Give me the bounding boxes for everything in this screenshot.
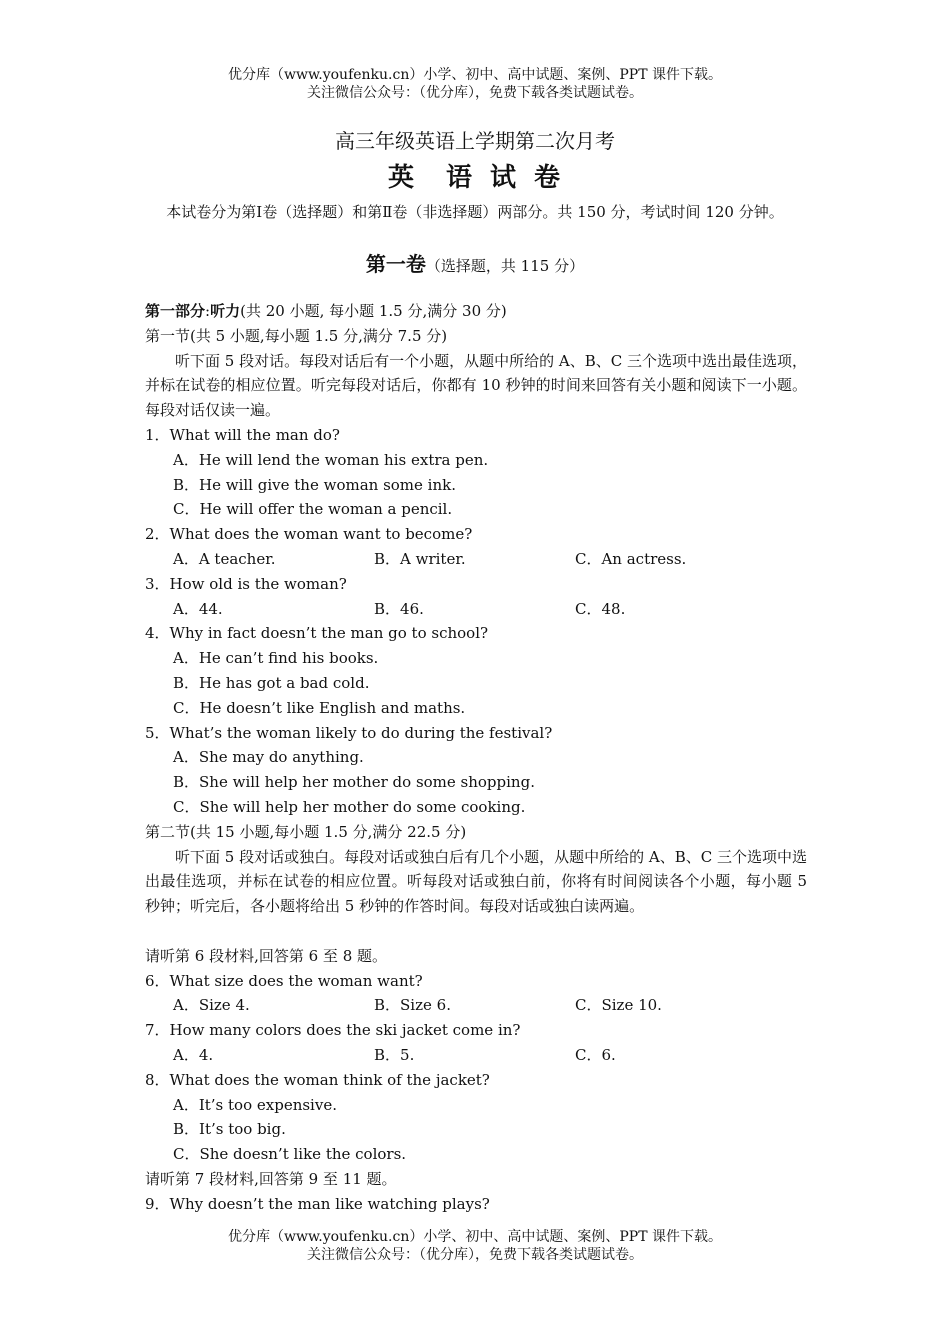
question-1: 1．What will the man do? <box>145 425 340 444</box>
q2-option-c: C．An actress. <box>575 549 687 568</box>
subject-char: 卷 <box>534 163 563 193</box>
subject-char: 试 <box>490 163 519 193</box>
q3-option-b: B．46. <box>374 599 424 618</box>
q2-option-b: B．A writer. <box>374 549 466 568</box>
footer-line-1: 优分库（www.youfenku.cn）小学、初中、高中试题、案例、PPT 课件下载。 <box>227 1229 722 1245</box>
question-4: 4．Why in fact doesn’t the man go to school? <box>145 624 489 643</box>
q1-option-b: B．He will give the woman some ink. <box>173 475 456 494</box>
q3-option-a: A．44. <box>173 599 223 618</box>
question-5: 5．What’s the woman likely to do during the festival? <box>145 723 553 742</box>
part1-name: 听力 <box>210 302 241 320</box>
section2-heading: 第二节(共 15 小题,每小题 1.5 分,满分 22.5 分) <box>145 822 467 841</box>
material-7-note: 请听第 7 段材料,回答第 9 至 11 题。 <box>145 1169 397 1188</box>
header-line-1: 优分库（www.youfenku.cn）小学、初中、高中试题、案例、PPT 课件下载。 <box>227 67 722 83</box>
q8-option-c: C．She doesn’t like the colors. <box>173 1145 407 1164</box>
q7-options <box>145 1043 807 1068</box>
volume-heading <box>0 248 950 277</box>
volume-note: （选择题，共 115 分） <box>425 257 585 275</box>
question-3: 3．How old is the woman? <box>145 574 347 593</box>
q5-option-a: A．She may do anything. <box>173 748 364 767</box>
material-6-note: 请听第 6 段材料,回答第 6 至 8 题。 <box>145 946 388 965</box>
subject-char: 英 <box>387 163 416 193</box>
page-header <box>0 66 950 102</box>
exam-intro: 本试卷分为第Ⅰ卷（选择题）和第Ⅱ卷（非选择题）两部分。共 150 分，考试时间 120 分钟。 <box>166 203 784 221</box>
q2-options <box>145 547 807 572</box>
q4-option-b: B．He has got a bad cold. <box>173 673 370 692</box>
exam-body <box>145 299 807 1216</box>
q8-option-b: B．It’s too big. <box>173 1120 286 1139</box>
q2-option-a: A．A teacher. <box>173 549 276 568</box>
section1-heading: 第一节(共 5 小题,每小题 1.5 分,满分 7.5 分) <box>145 326 448 345</box>
q6-options <box>145 993 807 1018</box>
question-8: 8．What does the woman think of the jacket? <box>145 1070 490 1089</box>
q7-option-c: C．6. <box>575 1045 616 1064</box>
subject-char: 语 <box>445 163 474 193</box>
section2-instructions: 听下面 5 段对话或独白。每段对话或独白后有几个小题，从题中所给的 A、B、C 三个选项中选出最佳选项，并标在试卷的相应位置。听每段对话或独白前，你将有时间阅读各个小题，每小题 5 秒钟；听完后，各小题将给出 5 秒钟的作答时间。每段对话或独白读两遍。 <box>145 847 807 916</box>
q4-option-a: A．He can’t find his books. <box>173 649 379 668</box>
q7-option-a: A．4. <box>173 1045 214 1064</box>
q8-option-a: A．It’s too expensive. <box>173 1095 337 1114</box>
q6-option-c: C．Size 10. <box>575 996 662 1015</box>
question-9: 9．Why doesn’t the man like watching plays? <box>145 1194 490 1213</box>
volume-name: 第一卷 <box>365 252 426 276</box>
q3-options <box>145 597 807 622</box>
q1-option-c: C．He will offer the woman a pencil. <box>173 500 453 519</box>
q4-option-c: C．He doesn’t like English and maths. <box>173 698 466 717</box>
page-footer <box>0 1228 950 1264</box>
subject-title <box>0 157 950 194</box>
section1-instructions: 听下面 5 段对话。每段对话后有一个小题，从题中所给的 A、B、C 三个选项中选出最佳选项，并标在试卷的相应位置。听完每段对话后，你都有 10 秒钟的时间来回答有关小题和阅读下一小题。每段对话仅读一遍。 <box>145 351 807 420</box>
part1-heading <box>145 299 807 324</box>
question-2: 2．What does the woman want to become? <box>145 525 473 544</box>
footer-line-2: 关注微信公众号：（优分库），免费下载各类试题试卷。 <box>307 1247 643 1263</box>
q5-option-b: B．She will help her mother do some shopping. <box>173 773 535 792</box>
question-7: 7．How many colors does the ski jacket come in? <box>145 1021 521 1040</box>
part1-sep: : <box>205 302 211 320</box>
q3-option-c: C．48. <box>575 599 626 618</box>
question-6: 6．What size does the woman want? <box>145 971 423 990</box>
header-line-2: 关注微信公众号：（优分库），免费下载各类试题试卷。 <box>307 85 643 101</box>
q7-option-b: B．5. <box>374 1045 415 1064</box>
exam-title: 高三年级英语上学期第二次月考 <box>335 129 615 153</box>
q1-option-a: A．He will lend the woman his extra pen. <box>173 450 489 469</box>
q6-option-b: B．Size 6. <box>374 996 451 1015</box>
q5-option-c: C．She will help her mother do some cooking. <box>173 797 526 816</box>
q6-option-a: A．Size 4. <box>173 996 250 1015</box>
part1-label: 第一部分 <box>145 302 206 320</box>
part1-desc: (共 20 小题, 每小题 1.5 分,满分 30 分) <box>240 302 507 320</box>
